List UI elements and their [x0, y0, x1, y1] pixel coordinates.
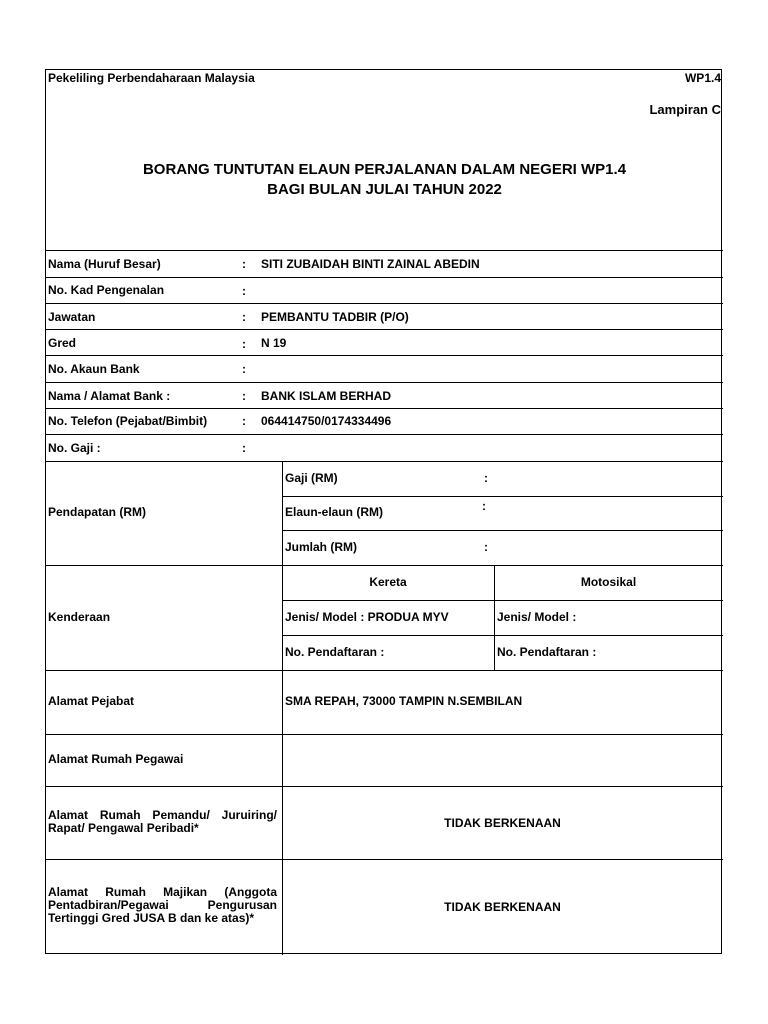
field-value-bank-name: BANK ISLAM BERHAD — [261, 389, 391, 403]
row-divider — [46, 277, 723, 278]
row-divider — [46, 382, 723, 383]
row-divider — [46, 859, 723, 860]
office-address-label: Alamat Pejabat — [48, 694, 135, 708]
field-label-grade: Gred — [48, 336, 77, 350]
row-divider — [282, 530, 723, 531]
office-address-value: SMA REPAH, 73000 TAMPIN N.SEMBILAN — [285, 694, 523, 708]
motorcycle-header: Motosikal — [580, 575, 637, 589]
field-label-bank-account: No. Akaun Bank — [48, 362, 140, 376]
row-divider — [46, 461, 723, 462]
car-header: Kereta — [369, 575, 407, 589]
driver-address-value: TIDAK BERKENAAN — [444, 816, 561, 830]
driver-address-label: Alamat Rumah Pemandu/ Juruiring/ Rapat/ Pengawal Peribadi* — [48, 808, 277, 835]
field-value-position: PEMBANTU TADBIR (P/O) — [261, 310, 409, 324]
row-divider — [282, 496, 723, 497]
claim-form — [45, 69, 722, 954]
field-value-name: SITI ZUBAIDAH BINTI ZAINAL ABEDIN — [261, 257, 480, 271]
row-divider — [46, 565, 723, 566]
row-divider — [46, 670, 723, 671]
row-divider — [46, 303, 723, 304]
car-model: Jenis/ Model : PRODUA MYV — [285, 610, 449, 624]
column-divider — [282, 461, 283, 955]
form-title: BORANG TUNTUTAN ELAUN PERJALANAN DALAM NEGERI WP1.4 — [142, 161, 627, 178]
field-colon: : — [242, 257, 246, 271]
field-colon: : — [242, 284, 246, 298]
row-divider — [46, 355, 723, 356]
row-divider — [282, 600, 723, 601]
row-divider — [282, 635, 723, 636]
field-value-grade: N 19 — [261, 336, 287, 350]
field-colon: : — [242, 414, 246, 428]
field-colon: : — [242, 389, 246, 403]
row-divider — [46, 734, 723, 735]
field-colon: : — [242, 362, 246, 376]
field-label-position: Jawatan — [48, 310, 96, 324]
field-value-phone: 064414750/0174334496 — [261, 414, 392, 428]
income-row-salary: Gaji (RM) — [285, 471, 338, 485]
form-code: WP1.4 — [684, 71, 721, 85]
income-row-total: Jumlah (RM) — [285, 540, 357, 554]
motorcycle-registration: No. Pendaftaran : — [497, 645, 597, 659]
income-colon: : — [482, 499, 486, 513]
appendix-label: Lampiran C — [649, 102, 721, 117]
field-colon: : — [242, 441, 246, 455]
income-label: Pendapatan (RM) — [48, 505, 147, 519]
form-subtitle: BAGI BULAN JULAI TAHUN 2022 — [267, 181, 502, 198]
income-colon: : — [484, 471, 488, 485]
motorcycle-model: Jenis/ Model : — [497, 610, 577, 624]
row-divider — [46, 786, 723, 787]
row-divider — [46, 329, 723, 330]
row-divider — [46, 434, 723, 435]
field-label-ic: No. Kad Pengenalan — [48, 283, 165, 297]
field-label-bank-name: Nama / Alamat Bank : — [48, 389, 171, 403]
row-divider — [46, 408, 723, 409]
employer-address-label: Alamat Rumah Majikan (Anggota Pentadbiran/Pegawai Pengurusan Tertinggi Gred JUSA B dan ke atas)* — [48, 885, 277, 925]
car-registration: No. Pendaftaran : — [285, 645, 385, 659]
income-colon: : — [484, 540, 488, 554]
income-row-allowances: Elaun-elaun (RM) — [285, 505, 383, 519]
field-colon: : — [242, 310, 246, 324]
field-colon: : — [242, 337, 246, 351]
field-label-salary-no: No. Gaji : — [48, 441, 101, 455]
home-address-label: Alamat Rumah Pegawai — [48, 752, 184, 766]
field-label-name: Nama (Huruf Besar) — [48, 257, 161, 271]
circular-reference: Pekeliling Perbendaharaan Malaysia — [48, 71, 255, 85]
field-label-phone: No. Telefon (Pejabat/Bimbit) — [48, 414, 208, 428]
employer-address-value: TIDAK BERKENAAN — [444, 900, 561, 914]
row-divider — [46, 250, 723, 251]
vehicle-label: Kenderaan — [48, 610, 111, 624]
